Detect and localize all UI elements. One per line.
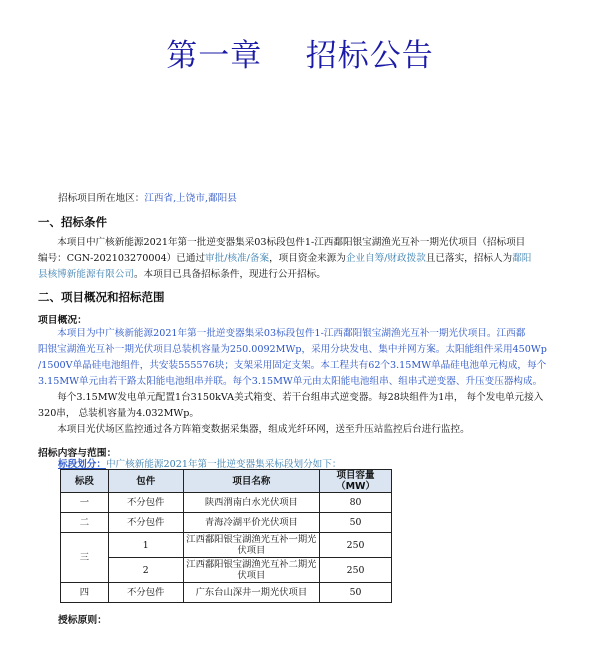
division-text: 中广核新能源2021年第一批逆变器集采标段划分如下： (105, 459, 342, 470)
section2-heading: 二、项目概况和招标范围 (38, 290, 165, 304)
overview-label: 项目概况： (38, 315, 87, 326)
cell-capacity: 250 (320, 533, 392, 558)
section1-text: 。本项目已具备招标条件，现进行公开招标。 (133, 269, 326, 280)
scope-label: 招标内容与范围： (38, 448, 117, 459)
section1-line1 (38, 235, 566, 251)
cell-package: 1 (108, 533, 183, 558)
cell-package: 不分包件 (108, 583, 183, 603)
table-row (61, 513, 392, 533)
overview-p2-line1: 每个3.15MW发电单元配置1台3150kVA美式箱变、若干台组串式逆变器。每28块组件为1串， 每个发电单元接入 (57, 392, 544, 403)
table-row (61, 558, 392, 583)
overview-p1-line1: 本项目为中广核新能源2021年第一批逆变器集采03标段包件1-江西鄱阳银宝湖渔光互补一期光伏项目。江西鄱 (57, 328, 526, 339)
section-division-table (60, 469, 392, 603)
table-row (61, 493, 392, 513)
cell-project-name: 陕西渭南白水光伏项目 (183, 493, 319, 513)
overview-p3: 本项目光伏场区监控通过各方阵箱变数据采集器，组成光纤环网，送至升压站监控后台进行监控。 (57, 424, 470, 435)
cell-capacity: 250 (320, 558, 392, 583)
cell-capacity: 50 (320, 583, 392, 603)
award-principle-label: 授标原则： (58, 615, 107, 626)
overview-p2-line2: 320串， 总装机容量为4.032MWp。 (38, 408, 199, 419)
cell-package: 不分包件 (108, 493, 183, 513)
cell-section: 三 (61, 533, 109, 583)
approval-type: 审批/核准/备案 (205, 253, 270, 264)
overview-p1-line2: 阳银宝湖渔光互补一期光伏项目总装机容量为250.0092MWp，采用分块发电、集中并网方案。太阳能组件采用450Wp (38, 344, 547, 355)
cell-project-name: 江西鄱阳银宝湖渔光互补一期光伏项目 (183, 533, 319, 558)
section1-text: ，项目资金来源为 (269, 253, 346, 264)
location-label: 招标项目所在地区： (58, 193, 145, 204)
section1-heading: 一、招标条件 (38, 215, 107, 229)
section1-text: 且已落实，招标人为 (425, 253, 513, 264)
section1-text: 编号：CGN-202103270004）已通过 (38, 253, 206, 264)
cell-capacity: 50 (320, 513, 392, 533)
header-capacity: 项目容量（MW） (320, 470, 392, 493)
cell-package: 不分包件 (108, 513, 183, 533)
section1-text: 本项目中广核新能源2021年第一批逆变器集采03标段包件1-江西鄱阳银宝湖渔光互补一期光伏项目（招标项目 (57, 237, 526, 248)
cell-section: 四 (61, 583, 109, 603)
overview-p1-line4: 3.15MW单元由若干路太阳能电池组串并联。每个3.15MW单元由太阳能电池组串、组串式逆变器、升压变压器构成。 (38, 376, 543, 387)
cell-section: 二 (61, 513, 109, 533)
location-value: 江西省,上饶市,鄱阳县 (144, 193, 237, 204)
section1-line2 (38, 251, 566, 267)
tenderer-name-part2: 县核博新能源有限公司 (38, 269, 134, 280)
header-section: 标段 (61, 470, 109, 493)
section1-line3 (38, 267, 566, 283)
division-label: 标段划分： (58, 459, 106, 470)
chapter-title: 第一章 招标公告 (166, 38, 434, 74)
cell-project-name: 广东台山深井一期光伏项目 (183, 583, 319, 603)
tenderer-name-part1: 鄱阳 (512, 253, 532, 264)
cell-project-name: 江西鄱阳银宝湖渔光互补二期光伏项目 (183, 558, 319, 583)
cell-capacity: 80 (320, 493, 392, 513)
cell-section: 一 (61, 493, 109, 513)
table-header-row (61, 470, 392, 493)
header-package: 包件 (108, 470, 183, 493)
fund-source: 企业自筹/财政拨款 (345, 253, 426, 264)
table-row (61, 583, 392, 603)
overview-p1-line3: /1500V单晶硅电池组件，共安装555576块；支架采用固定支架。本工程共有62个3.15MW单晶硅电池单元构成，每个 (38, 360, 547, 371)
header-project-name: 项目名称 (183, 470, 319, 493)
table-row (61, 533, 392, 558)
cell-package: 2 (108, 558, 183, 583)
cell-project-name: 青海冷湖平价光伏项目 (183, 513, 319, 533)
location-line (58, 191, 566, 207)
